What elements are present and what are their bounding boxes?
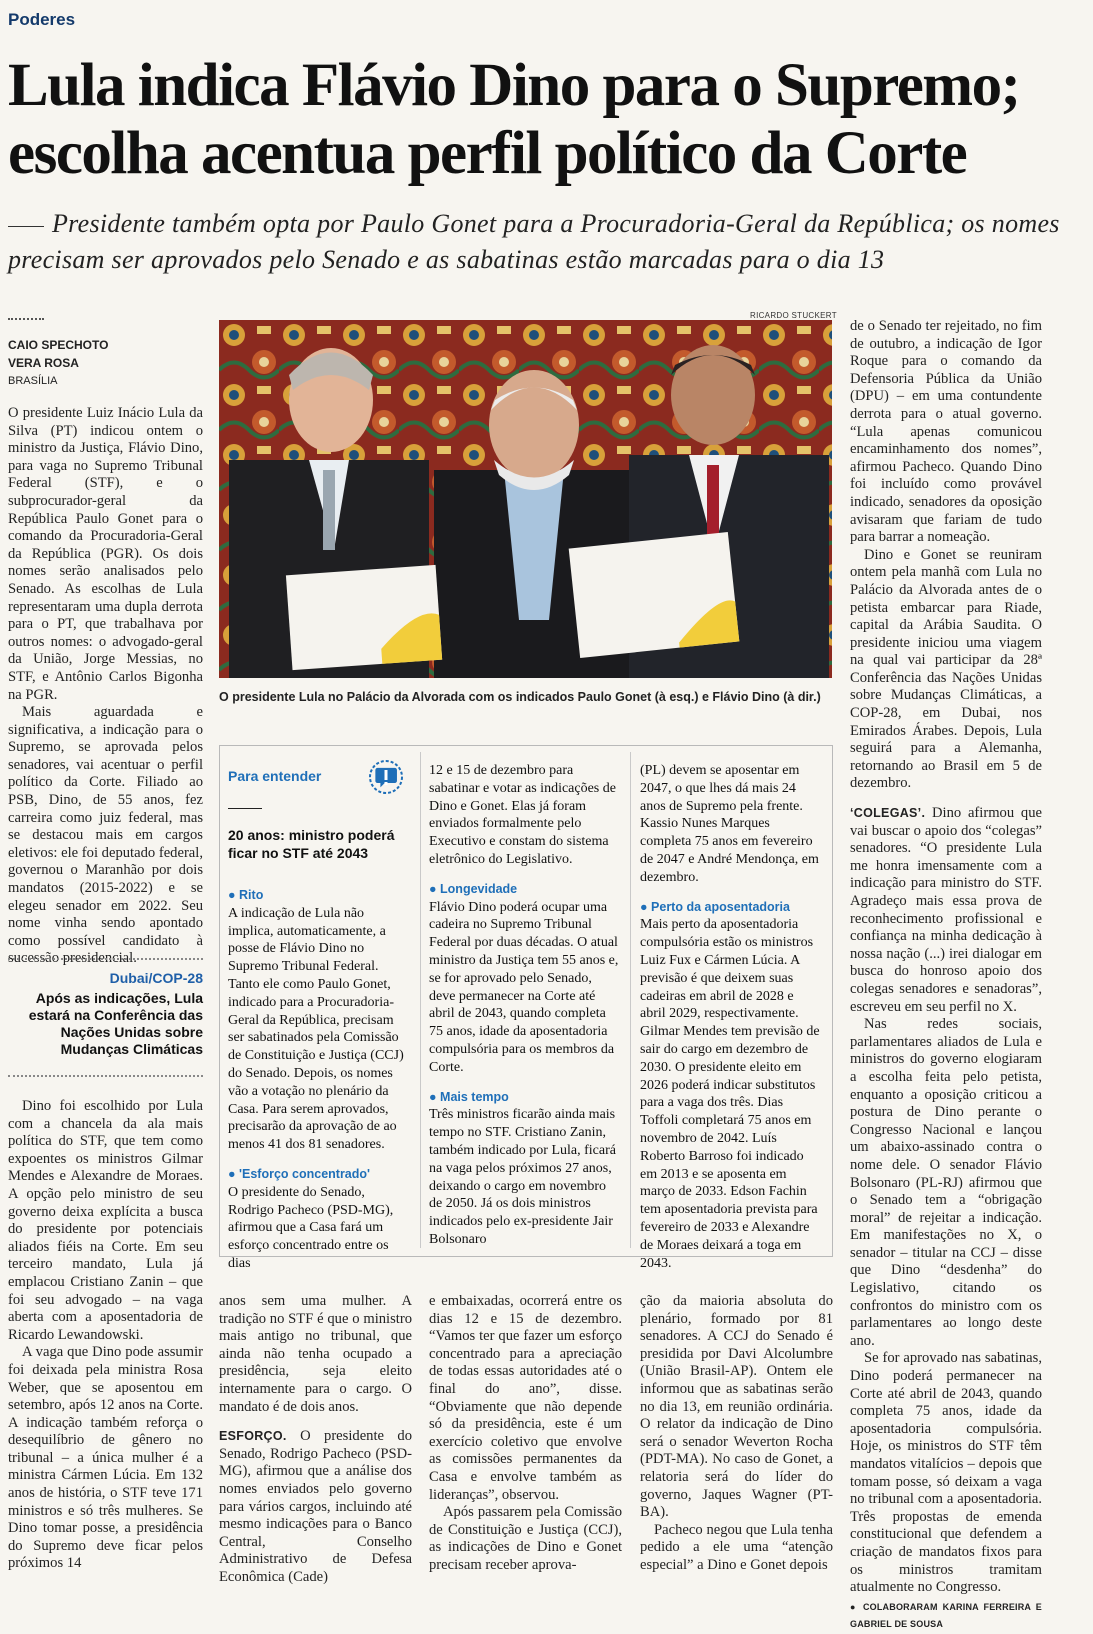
lead-in: ‘COLEGAS’.	[850, 806, 926, 821]
explainer-text: Flávio Dino poderá ocupar uma cadeira no Supremo Tribunal Federal por duas décadas. O atual ministro da Justiça tem 55 anos e, se for aprovado pelo Senado, deve permanecer na Corte até abril de 2043, quando completa 75 anos, idade da aposentadoria compulsória para os membros da Corte.	[429, 899, 619, 1075]
column-4-bottom	[640, 1293, 833, 1575]
paragraph: Dino e Gonet se reuniram ontem pela manhã com Lula no Palácio da Alvorada antes de o petista embarcar para Riade, capital da Arábia Saudita. O presidente iniciou uma viagem na qual vai participar da 28ª Conferência das Nações Unidas sobre Mudanças Climáticas, a COP-28, em Dubai, nos Emirados Árabes. Depois, Lula seguirá para a Alemanha, retornando ao Brasil em 5 de dezembro.	[850, 546, 1042, 792]
explainer-text: 12 e 15 de dezembro para sabatinar e votar as indicações de Dino e Gonet. Elas já foram enviados formalmente pelo Executivo e constam do sistema eletrônico do Legislativo.	[429, 763, 616, 867]
deck	[8, 206, 1088, 278]
section-label: Poderes	[8, 10, 76, 29]
lead-in: ESFORÇO.	[219, 1429, 287, 1444]
column-separator	[630, 752, 631, 1248]
explainer-text: Mais perto da aposentadoria compulsória estão os ministros Luiz Fux e Cármen Lúcia. A previsão é que deixem suas cadeiras em abril de 2028 e abril 2029, respectivamente. Gilmar Mendes tem previsão de sair do cargo em dezembro de 2030. O presidente eleito em 2026 poderá indicar substitutos para a vaga dos três. Dias Toffoli completará 75 anos em novembro de 2042. Luís Roberto Barroso foi indicado em 2013 e se aposenta em março de 2033. Edson Fachin tem aposentadoria prevista para fevereiro de 2033 e Alexandre de Moraes deixará a toga em 2043.	[640, 917, 820, 1271]
paragraph: O presidente Luiz Inácio Lula da Silva (PT) indicou ontem o ministro da Justiça, Flávio Dino, para vaga no Supremo Tribunal Federal (STF), e o subprocurador-geral da República Paulo Gonet para o comando da Procuradoria-Geral da República (PGR). Os dois nomes serão analisados pelo Senado. As escolhas de Lula representaram uma dupla derrota para o PT, que trabalhava por outros nomes: o advogado-geral da União, Jorge Messias, no STF, e Antônio Carlos Bigonha na PGR.	[8, 405, 203, 703]
divider	[8, 958, 203, 960]
photo-illustration	[219, 320, 832, 678]
photo-caption: O presidente Lula no Palácio da Alvorada com os indicados Paulo Gonet (à esq.) e Flávio Dino (à dir.)	[219, 690, 821, 704]
explainer-column-1	[228, 875, 412, 1273]
exclamation-speech-icon	[366, 760, 406, 796]
explainer-title: Para entender	[228, 768, 322, 784]
paragraph: A vaga que Dino pode assumir foi deixada pela ministra Rosa Weber, que se aposentou em setembro, após 12 anos na Corte. A indicação também reforça o desequilíbrio de gênero no tribunal – a única mulher é a ministra Cármen Lúcia. Em 132 anos de história, o STF teve 171 ministros e só três mulheres. Se Dino tomar posse, a presidência do Supremo deve ficar pelos próximos 14	[8, 1344, 203, 1572]
byline-block	[8, 318, 203, 390]
paragraph: Se for aprovado nas sabatinas, Dino poderá permanecer na Corte até abril de 2043, quando completa 75 anos, idade da aposentadoria compulsória. Hoje, os ministros do STF têm mandatos vitalícios – depois que tomam posse, só deixam a vaga no tribunal com a aposentadoria. Três propostas de emenda constitucional que defendem a criação de mandatos fixos para os ministros tramitam atualmente no Congresso.	[850, 1350, 1042, 1596]
paragraph: Após passarem pela Comissão de Constituição e Justiça (CCJ), as indicações de Dino e Gonet precisam receber aprova-	[429, 1504, 622, 1573]
subhead-mais-tempo: ● Mais tempo	[429, 1089, 621, 1107]
paragraph-text: O presidente do Senado, Rodrigo Pacheco (PSD-MG), afirmou que a análise dos nomes enviados pelo governo para vários cargos, incluindo até mesmo indicações para o Banco Central, Conselho Administrativo de Defesa Econômica (Cade)	[219, 1428, 412, 1585]
column-1-top	[8, 405, 203, 968]
divider	[8, 1075, 203, 1077]
subhead-rito: ● Rito	[228, 887, 412, 905]
paragraph: e embaixadas, ocorrerá entre os dias 12 e 15 de dezembro. “Vamos ter que fazer um esforço concentrado para a apreciação de todas essas autoridades até o final do ano”, disse. “Obviamente que não depende só da presidência, este é um exercício coletivo que envolve as comissões permanentes da Casa e envolve também as lideranças”, observou.	[429, 1293, 622, 1503]
sidebox-kicker: Dubai/COP-28	[109, 970, 203, 986]
paragraph: Pacheco negou que Lula tenha pedido a ele uma “atenção especial” a Dino e Gonet depois	[640, 1521, 833, 1573]
credit-text: COLABORARAM KARINA FERREIRA E GABRIEL DE SOUSA	[850, 1601, 1042, 1630]
paragraph: Mais aguardada e significativa, a indicação para o Supremo, se aprovada pelos senadores, vai acentuar o perfil político da Corte. Filiado ao PSB, Dino, de 55 anos, fez carreira como juiz federal, mas se destacou mais em cargos eletivos: ele foi deputado federal, governou o Maranhão por dois mandatos (2015-2022) e se elegeu senador em 2022. Seu nome vinha sendo apontado como possível candidato à sucessão presidencial.	[8, 704, 203, 967]
paragraph: anos sem uma mulher. A tradição no STF é que o ministro mais antigo no tribunal, que ainda não tenha ocupado a presidência, seja eleito internamente para o cargo. O mandato é de dois anos.	[219, 1293, 412, 1415]
box-rule	[228, 808, 262, 809]
explainer-text: (PL) devem se aposentar em 2047, o que lhes dá mais 24 anos de Supremo pela frente. Kassio Nunes Marques completa 75 anos em fevereiro de 2047 e André Mendonça, em dezembro.	[640, 763, 819, 885]
explainer-subtitle: 20 anos: ministro poderá ficar no STF até 2043	[228, 827, 395, 861]
paragraph: ção da maioria absoluta do plenário, formado por 81 senadores. A CCJ do Senado é presidida por Davi Alcolumbre (União Brasil-AP). Ontem ele informou que as sabatinas serão no dia 13, em reunião ordinária. O relator da indicação de Dino será o senador Weverton Rocha (PDT-MA). No caso de Gonet, a relatoria será do líder do governo, Jaques Wagner (PT-BA).	[640, 1293, 833, 1521]
deck-text: Presidente também opta por Paulo Gonet para a Procuradoria-Geral da República; os nomes precisam ser aprovados pelo Senado e as sabatinas estão marcadas para o dia 13	[8, 209, 1060, 274]
paragraph-text: Dino afirmou que vai buscar o apoio dos “colegas” senadores. “O presidente Lula me honra imensamente com a indicação para ministro do STF. Agradeço mais essa prova de reconhecimento profissional e confiança na minha dedicação à nossa nação (...) irei dialogar em busca do honroso apoio dos colegas senadores e senadoras”, escreveu em seu perfil no X.	[850, 805, 1042, 1015]
explainer-text: O presidente do Senado, Rodrigo Pacheco (PSD-MG), afirmou que a Casa fará um esforço concentrado entre os dias	[228, 1184, 394, 1271]
deck-dash	[8, 226, 44, 227]
paragraph: Nas redes sociais, parlamentares aliados de Lula e ministros do governo elogiaram a escolha feita pelo petista, enquanto a oposição criticou a postura de Dino perante o Congresso Nacional e lançou um abaixo-assinado contra o nome dele. O senador Flávio Bolsonaro (PL-RJ) afirmou que o Senado tem a “obrigação moral” de rejeitar a indicação. Em manifestações no X, o senador – titular na CCJ – disse que Dino “desdenha” do Legislativo, citando os confrontos do ministro com os parlamentares ao longo deste ano.	[850, 1016, 1042, 1349]
explainer-text: Três ministros ficarão ainda mais tempo no STF. Cristiano Zanin, também indicado por Lula, ficará na vaga pelos próximos 27 anos, deixando o cargo em novembro de 2050. Já os dois ministros indicados pelo ex-presidente Jair Bolsonaro	[429, 1107, 616, 1247]
explainer-column-3	[640, 762, 822, 1272]
byline-place: BRASÍLIA	[8, 375, 58, 387]
subhead-esforco: ● 'Esforço concentrado'	[228, 1166, 412, 1184]
column-1-bottom	[8, 1098, 203, 1573]
collaborators-credit: ● COLABORARAM KARINA FERREIRA E GABRIEL DE SOUSA	[850, 1601, 1042, 1630]
sidebox	[8, 970, 203, 1058]
byline-dots	[8, 318, 44, 326]
paragraph: de o Senado ter rejeitado, no fim de outubro, a indicação de Igor Roque para o comando da Defensoria Pública da União (DPU) – em uma contundente derrota para o atual governo. “Lula apenas comunicou encaminhamento dos nomes”, afirmou Pacheco. Quando Dino foi incluído como provável indicado, senadores da oposição avisaram que fariam de tudo para barrar a nomeação.	[850, 318, 1042, 546]
column-separator	[420, 752, 421, 1248]
column-2-bottom	[219, 1293, 412, 1587]
photo-credit: RICARDO STUCKERT	[750, 311, 837, 320]
news-photo	[219, 320, 832, 678]
explainer-text: A indicação de Lula não implica, automaticamente, a posse de Flávio Dino no Supremo Tribunal Federal. Tanto ele como Paulo Gonet, indicado para a Procuradoria-Geral da República, precisam ser sabatinados pela Comissão de Constituição e Justiça (CCJ) do Senado. Depois, os nomes vão a votação no plenário da Casa. Para serem aprovados, precisarão da aprovação de ao menos 41 dos 81 senadores.	[228, 905, 404, 1153]
explainer-column-2	[429, 762, 621, 1249]
headline: Lula indica Flávio Dino para o Supremo; escolha acentua perfil político da Corte	[8, 52, 1020, 187]
sidebox-headline: Após as indicações, Lula estará na Conferência das Nações Unidas sobre Mudanças Climáticas	[28, 990, 203, 1057]
paragraph: Dino foi escolhido por Lula com a chancela da ala mais política do STF, que tem como expoentes os ministros Gilmar Mendes e Alexandre de Moraes. A opção pelo ministro de seu governo deixa explícita a busca do presidente por potenciais aliados fiéis na Corte. Em seu terceiro mandato, Lula já emplacou Cristiano Zanin – que foi seu advogado – na vaga aberta com a aposentadoria de Ricardo Lewandowski.	[8, 1098, 203, 1343]
subhead-longevidade: ● Longevidade	[429, 881, 621, 899]
author-1: CAIO SPECHOTO	[8, 338, 109, 352]
subhead-perto-aposentadoria: ● Perto da aposentadoria	[640, 899, 822, 917]
author-2: VERA ROSA	[8, 356, 79, 370]
paragraph	[850, 805, 1042, 1016]
column-3-bottom	[429, 1293, 622, 1575]
column-5	[850, 318, 1042, 1634]
paragraph	[219, 1428, 412, 1586]
